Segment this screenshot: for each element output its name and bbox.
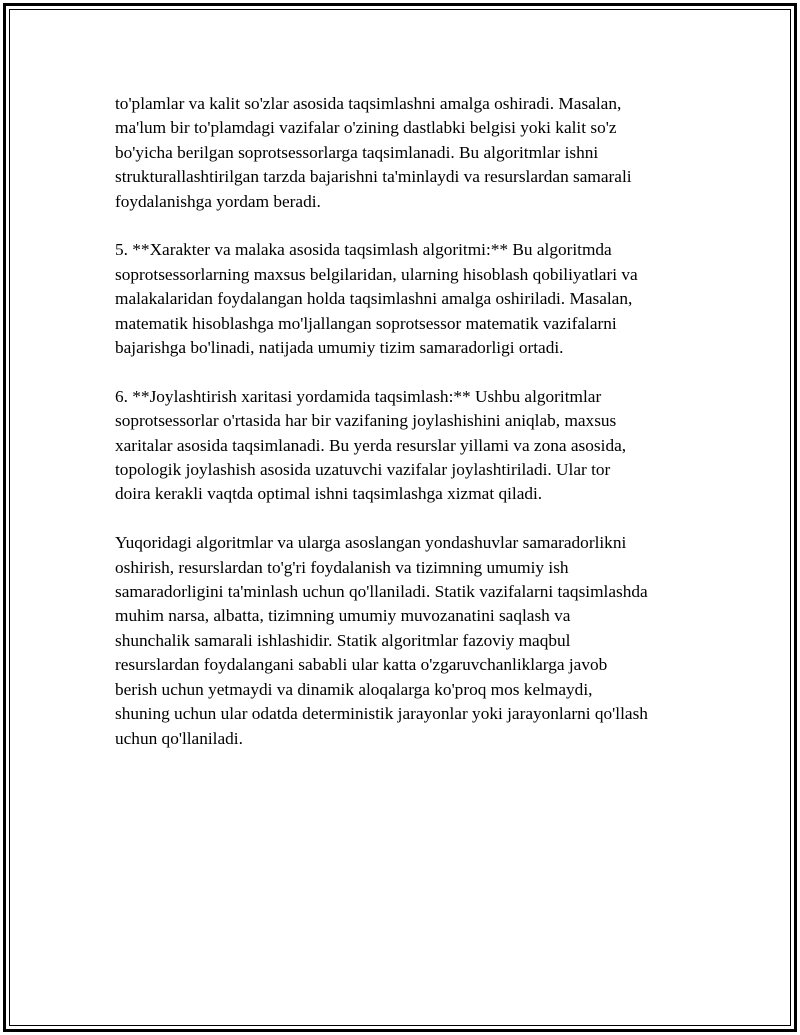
paragraph-item-5: 5. **Xarakter va malaka asosida taqsimlash algoritmi:** Bu algoritmda soprotsessorlarning maxsus belgilaridan, ularning hisoblash qobiliyatlari va malakalaridan foydalangan holda taqsimlashni amalga oshiriladi. Masalan, matematik hisoblashga mo'ljallangan soprotsessor matematik vazifalarni bajarishga bo'linadi, natijada umumiy tizim samaradorligi ortadi. (115, 240, 638, 358)
paragraph-continuation: to'plamlar va kalit so'zlar asosida taqsimlashni amalga oshiradi. Masalan, ma'lum bir to'plamdagi vazifalar o'zining dastlabki belgisi yoki kalit so'z bo'yicha berilgan soprotsessorlarga taqsimlanadi. Bu algoritmlar ishni strukturallashtirilgan tarzda bajarishni ta'minlaydi va resurslardan samarali foydalanishga yordam beradi. (115, 94, 632, 211)
document-body (115, 92, 695, 775)
paragraph-summary: Yuqoridagi algoritmlar va ularga asoslangan yondashuvlar samaradorlikni oshirish, resurslardan to'g'ri foydalanish va tizimning umumiy ish samaradorligini ta'minlash uchun qo'llaniladi. Statik vazifalarni taqsimlashda muhim narsa, albatta, tizimning umumiy muvozanatini saqlash va shunchalik samarali ishlashidir. Statik algoritmlar fazoviy maqbul resurslardan foydalangani sababli ular katta o'zgaruvchanliklarga javob berish uchun yetmaydi va dinamik aloqalarga ko'proq mos kelmaydi, shuning uchun ular odatda deterministik jarayonlar yoki jarayonlarni qo'llash uchun qo'llaniladi. (115, 533, 648, 748)
paragraph-item-6: 6. **Joylashtirish xaritasi yordamida taqsimlash:** Ushbu algoritmlar soprotsessorlar o'rtasida har bir vazifaning joylashishini aniqlab, maxsus xaritalar asosida taqsimlanadi. Bu yerda resurslar yillami va zona asosida, topologik joylashish asosida uzatuvchi vazifalar joylashtiriladi. Ular tor doira kerakli vaqtda optimal ishni taqsimlashga xizmat qiladi. (115, 386, 627, 504)
